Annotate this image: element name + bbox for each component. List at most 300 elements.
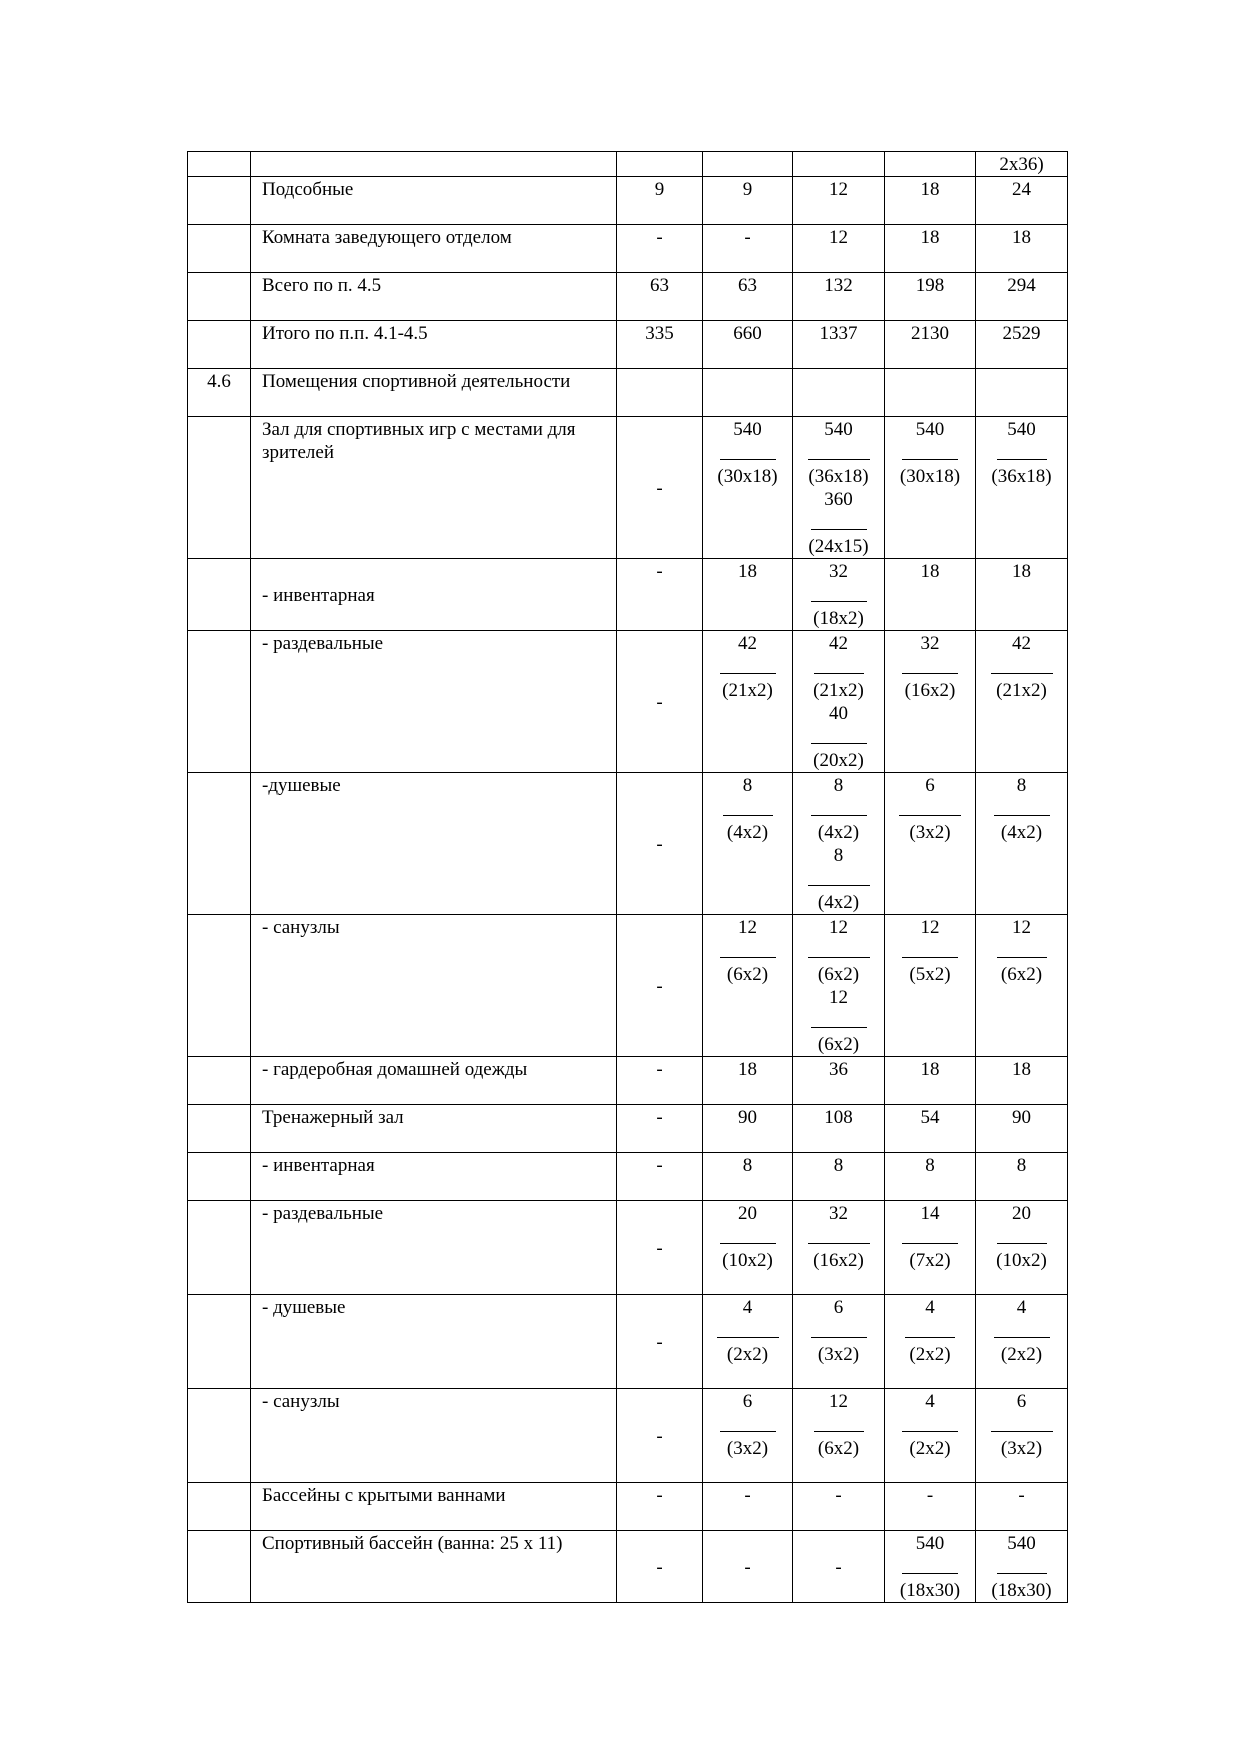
room-name-cell: - санузлы [251,915,617,1057]
fraction-area: 42 [1012,633,1031,654]
area-value-cell [703,369,793,417]
section-number-cell: 4.6 [188,369,251,417]
table-row [188,152,1068,177]
fraction-area: 20 [1012,1203,1031,1224]
area-value-cell: 18 [885,177,976,225]
fraction-area: 14 [920,1203,940,1224]
fraction-area: 540 [915,1533,945,1554]
area-value-cell: - [617,1105,703,1153]
fraction-area: 40 [829,703,848,724]
room-name-cell: Помещения спортивной деятельности [251,369,617,417]
area-value-cell: 294 [976,273,1068,321]
fraction-dimensions: (2x2) [1000,1344,1043,1365]
area-value-cell [703,1295,793,1389]
table-body [188,152,1068,1603]
fraction-area: 32 [829,561,848,582]
fraction-bar [905,1337,955,1338]
area-fraction [811,1296,867,1366]
area-value-cell [703,1389,793,1483]
fraction-bar [723,815,773,816]
area-value-cell: 8 [885,1153,976,1201]
fraction-dimensions: (3x2) [726,1438,769,1459]
area-fraction [902,916,958,986]
section-number-cell [188,321,251,369]
area-value-cell [885,1389,976,1483]
table-row [188,369,1068,417]
area-fraction [723,774,773,844]
area-value-cell: - [617,1531,703,1603]
fraction-bar [720,459,776,460]
area-value-cell: 18 [976,1057,1068,1105]
area-value-cell [976,1389,1068,1483]
area-value-cell: - [617,1201,703,1295]
fraction-dimensions: (3x2) [1000,1438,1043,1459]
area-fraction [991,1532,1051,1602]
area-value-cell: 335 [617,321,703,369]
area-value-cell: - [617,631,703,773]
fraction-dimensions: (18x30) [991,1580,1052,1601]
area-value-cell [885,915,976,1057]
area-value-cell: 2x36) [976,152,1068,177]
table-row [188,1531,1068,1603]
fraction-group [980,1390,1063,1460]
area-value-cell: - [617,915,703,1057]
room-name-cell [251,152,617,177]
room-name-cell: - гардеробная домашней одежды [251,1057,617,1105]
area-value-cell: 63 [703,273,793,321]
fraction-dimensions: (10x2) [996,1250,1047,1271]
area-value-cell: 63 [617,273,703,321]
fraction-area: 12 [829,1391,848,1412]
fraction-group [797,916,880,1056]
fraction-dimensions: (2x2) [726,1344,769,1365]
area-value-cell: 18 [885,225,976,273]
section-number-cell [188,1295,251,1389]
fraction-area: 8 [833,775,844,796]
area-value-cell: 18 [703,1057,793,1105]
fraction-area: 8 [742,775,753,796]
fraction-dimensions: (16x2) [813,1250,864,1271]
area-fraction [811,986,867,1056]
fraction-bar [991,673,1053,674]
fraction-bar [991,1431,1053,1432]
area-fraction [811,774,867,844]
fraction-area: 360 [824,489,853,510]
table-row [188,559,1068,631]
area-value-cell [703,417,793,559]
fraction-area: 4 [925,1391,935,1412]
fraction-group [707,774,788,844]
fraction-area: 8 [1016,775,1027,796]
fraction-bar [811,1337,867,1338]
area-value-cell [617,369,703,417]
fraction-bar [808,957,870,958]
fraction-group [797,1390,880,1460]
fraction-area: 6 [742,1391,753,1412]
area-fraction [991,1390,1053,1460]
area-value-cell: - [703,1531,793,1603]
room-name-cell: Подсобные [251,177,617,225]
fraction-area: 540 [733,419,762,440]
fraction-group [980,916,1063,986]
fraction-bar [811,529,867,530]
fraction-area: 32 [829,1203,848,1224]
fraction-group [980,632,1063,702]
room-name-cell: Зал для спортивных игр с местами для зрителей [251,417,617,559]
area-norms-table [187,151,1068,1603]
area-fraction [720,1390,776,1460]
area-value-cell [976,369,1068,417]
area-value-cell [885,369,976,417]
fraction-group [889,1390,971,1460]
fraction-dimensions: (7x2) [909,1250,951,1271]
table-row [188,1105,1068,1153]
room-name-cell: - инвентарная [251,1153,617,1201]
fraction-group [707,1390,788,1460]
area-value-cell [885,1201,976,1295]
section-number-cell [188,1483,251,1531]
fraction-group [980,1296,1063,1366]
area-value-cell: 18 [885,1057,976,1105]
fraction-bar [997,459,1047,460]
table-row [188,1483,1068,1531]
area-value-cell: 18 [976,559,1068,631]
fraction-bar [994,815,1050,816]
area-value-cell: 8 [976,1153,1068,1201]
area-fraction [991,418,1051,488]
fraction-bar [720,1431,776,1432]
area-value-cell [703,1201,793,1295]
area-value-cell: 198 [885,273,976,321]
table-row [188,273,1068,321]
fraction-bar [814,673,864,674]
fraction-area: 12 [920,917,940,938]
table-row [188,177,1068,225]
area-value-cell [703,773,793,915]
fraction-group [707,418,788,488]
room-name-cell: Всего по п. 4.5 [251,273,617,321]
area-value-cell: - [617,225,703,273]
area-value-cell [793,417,885,559]
area-value-cell: - [617,1057,703,1105]
fraction-bar [811,743,867,744]
fraction-dimensions: (6x2) [726,964,769,985]
area-fraction [902,1202,958,1272]
area-value-cell [976,1201,1068,1295]
fraction-bar [808,1243,870,1244]
area-value-cell [703,631,793,773]
fraction-bar [899,815,961,816]
area-value-cell: - [617,1389,703,1483]
area-value-cell [976,1531,1068,1603]
area-fraction [996,1202,1047,1272]
table-row [188,417,1068,559]
fraction-area: 540 [1007,419,1036,440]
fraction-area: 4 [742,1297,753,1318]
fraction-bar [902,957,958,958]
area-fraction [994,1296,1050,1366]
area-value-cell [976,915,1068,1057]
section-number-cell [188,417,251,559]
area-fraction [811,560,867,630]
fraction-dimensions: (30x18) [899,466,961,487]
fraction-group [797,560,880,630]
fraction-group [889,418,971,488]
area-fraction [902,632,958,702]
area-fraction [813,632,864,702]
fraction-bar [808,459,870,460]
area-fraction [808,844,870,914]
fraction-bar [902,673,958,674]
fraction-bar [902,459,958,460]
fraction-dimensions: (21x2) [722,680,773,701]
area-value-cell [793,559,885,631]
fraction-area: 8 [833,845,844,866]
area-value-cell: - [617,417,703,559]
room-name-cell: - санузлы [251,1389,617,1483]
area-value-cell: - [885,1483,976,1531]
fraction-dimensions: (21x2) [813,680,864,701]
room-name-cell: - инвентарная [251,559,617,631]
fraction-dimensions: (18x30) [899,1580,961,1601]
table-row [188,631,1068,773]
room-name-cell: Комната заведующего отделом [251,225,617,273]
fraction-bar [994,1337,1050,1338]
fraction-area: 20 [738,1203,757,1224]
area-value-cell: - [976,1483,1068,1531]
room-name-cell: Бассейны с крытыми ваннами [251,1483,617,1531]
fraction-group [707,1296,788,1366]
fraction-area: 42 [738,633,757,654]
fraction-group [889,916,971,986]
table-row [188,225,1068,273]
area-fraction [720,1202,776,1272]
section-number-cell [188,273,251,321]
fraction-group [980,1532,1063,1602]
area-value-cell: 90 [703,1105,793,1153]
fraction-group [889,1296,971,1366]
area-fraction [991,632,1053,702]
area-value-cell: - [617,773,703,915]
room-name-cell: Тренажерный зал [251,1105,617,1153]
section-number-cell [188,631,251,773]
section-number-cell [188,225,251,273]
fraction-area: 42 [829,633,848,654]
area-value-cell: 2130 [885,321,976,369]
fraction-group [797,1296,880,1366]
area-value-cell [703,152,793,177]
fraction-bar [997,1243,1047,1244]
area-value-cell [885,152,976,177]
fraction-dimensions: (6x2) [817,1438,860,1459]
area-value-cell: 660 [703,321,793,369]
fraction-dimensions: (2x2) [909,1438,951,1459]
fraction-area: 12 [1012,917,1031,938]
fraction-bar [717,1337,779,1338]
fraction-area: 4 [925,1297,935,1318]
fraction-bar [902,1243,958,1244]
area-value-cell: - [793,1483,885,1531]
area-value-cell: - [617,1295,703,1389]
fraction-dimensions: (20x2) [813,750,864,771]
fraction-bar [814,1431,864,1432]
fraction-area: 540 [915,419,945,440]
fraction-group [889,1532,971,1602]
area-value-cell [793,369,885,417]
table-row [188,1389,1068,1483]
fraction-group [707,632,788,702]
area-value-cell [793,1201,885,1295]
area-value-cell: 54 [885,1105,976,1153]
room-name-cell: - душевые [251,1295,617,1389]
room-name-cell: -душевые [251,773,617,915]
area-fraction [814,1390,864,1460]
area-value-cell: 8 [793,1153,885,1201]
fraction-dimensions: (21x2) [996,680,1047,701]
area-value-cell [976,417,1068,559]
fraction-dimensions: (6x2) [817,964,860,985]
area-value-cell [885,631,976,773]
area-value-cell: - [617,1153,703,1201]
area-value-cell [703,915,793,1057]
area-value-cell: 18 [885,559,976,631]
fraction-dimensions: (16x2) [904,680,956,701]
area-value-cell [885,417,976,559]
area-value-cell: 18 [703,559,793,631]
area-value-cell: 2529 [976,321,1068,369]
fraction-area: 12 [829,917,848,938]
section-number-cell [188,1057,251,1105]
fraction-group [980,774,1063,844]
area-value-cell: 108 [793,1105,885,1153]
area-value-cell: 9 [703,177,793,225]
section-number-cell [188,152,251,177]
fraction-area: 540 [1007,1533,1036,1554]
fraction-group [707,916,788,986]
area-fraction [811,702,867,772]
area-value-cell: - [793,1531,885,1603]
fraction-bar [808,885,870,886]
area-value-cell: 9 [617,177,703,225]
fraction-group [797,418,880,558]
fraction-group [889,774,971,844]
fraction-bar [811,815,867,816]
fraction-bar [997,957,1047,958]
fraction-group [797,1202,880,1272]
fraction-dimensions: (6x2) [1000,964,1043,985]
area-value-cell: 24 [976,177,1068,225]
fraction-area: 4 [1016,1297,1027,1318]
table-row [188,1153,1068,1201]
area-fraction [994,774,1050,844]
fraction-dimensions: (4x2) [1000,822,1043,843]
area-value-cell [793,152,885,177]
area-fraction [717,1296,779,1366]
fraction-area: 12 [738,917,757,938]
fraction-dimensions: (3x2) [817,1344,860,1365]
section-number-cell [188,1153,251,1201]
table-row [188,1201,1068,1295]
fraction-dimensions: (2x2) [909,1344,951,1365]
area-fraction [808,488,868,558]
area-fraction [902,1390,958,1460]
fraction-group [797,632,880,772]
fraction-bar [720,673,776,674]
fraction-dimensions: (36x18) [991,466,1052,487]
table-row [188,915,1068,1057]
fraction-dimensions: (4x2) [817,892,860,913]
area-fraction [900,1532,960,1602]
area-fraction [717,418,777,488]
fraction-area: 540 [824,419,853,440]
area-value-cell: - [617,1483,703,1531]
area-value-cell [885,773,976,915]
area-value-cell [793,915,885,1057]
fraction-bar [720,1243,776,1244]
section-number-cell [188,1201,251,1295]
fraction-area: 32 [920,633,940,654]
fraction-dimensions: (5x2) [909,964,951,985]
fraction-dimensions: (18x2) [813,608,864,629]
area-fraction [808,1202,870,1272]
fraction-dimensions: (6x2) [817,1034,860,1055]
area-value-cell [793,631,885,773]
fraction-dimensions: (24x15) [808,536,869,557]
area-fraction [997,916,1047,986]
fraction-bar [902,1573,958,1574]
fraction-group [980,1202,1063,1272]
fraction-dimensions: (4x2) [726,822,769,843]
table-row [188,321,1068,369]
area-value-cell [793,1389,885,1483]
section-number-cell [188,773,251,915]
fraction-group [980,418,1063,488]
fraction-dimensions: (30x18) [717,466,778,487]
fraction-group [889,1202,971,1272]
room-name-cell: - раздевальные [251,631,617,773]
area-value-cell: 12 [793,225,885,273]
fraction-area: 6 [925,775,935,796]
section-number-cell [188,1389,251,1483]
area-value-cell: 12 [793,177,885,225]
fraction-dimensions: (3x2) [909,822,951,843]
area-fraction [720,632,776,702]
room-name-cell: Спортивный бассейн (ванна: 25 x 11) [251,1531,617,1603]
fraction-bar [811,1027,867,1028]
fraction-bar [720,957,776,958]
area-value-cell: 90 [976,1105,1068,1153]
area-value-cell [793,1295,885,1389]
area-value-cell [885,1531,976,1603]
area-value-cell [976,773,1068,915]
area-value-cell: 1337 [793,321,885,369]
room-name-cell: - раздевальные [251,1201,617,1295]
fraction-area: 6 [833,1297,844,1318]
fraction-dimensions: (10x2) [722,1250,773,1271]
area-value-cell: 18 [976,225,1068,273]
section-number-cell [188,1531,251,1603]
area-value-cell: - [617,559,703,631]
room-name-cell: Итого по п.п. 4.1-4.5 [251,321,617,369]
fraction-bar [997,1573,1047,1574]
area-value-cell [976,1295,1068,1389]
area-value-cell [976,631,1068,773]
section-number-cell [188,1105,251,1153]
area-fraction [808,418,870,488]
fraction-dimensions: (36x18) [808,466,869,487]
area-fraction [720,916,776,986]
area-fraction [900,418,960,488]
